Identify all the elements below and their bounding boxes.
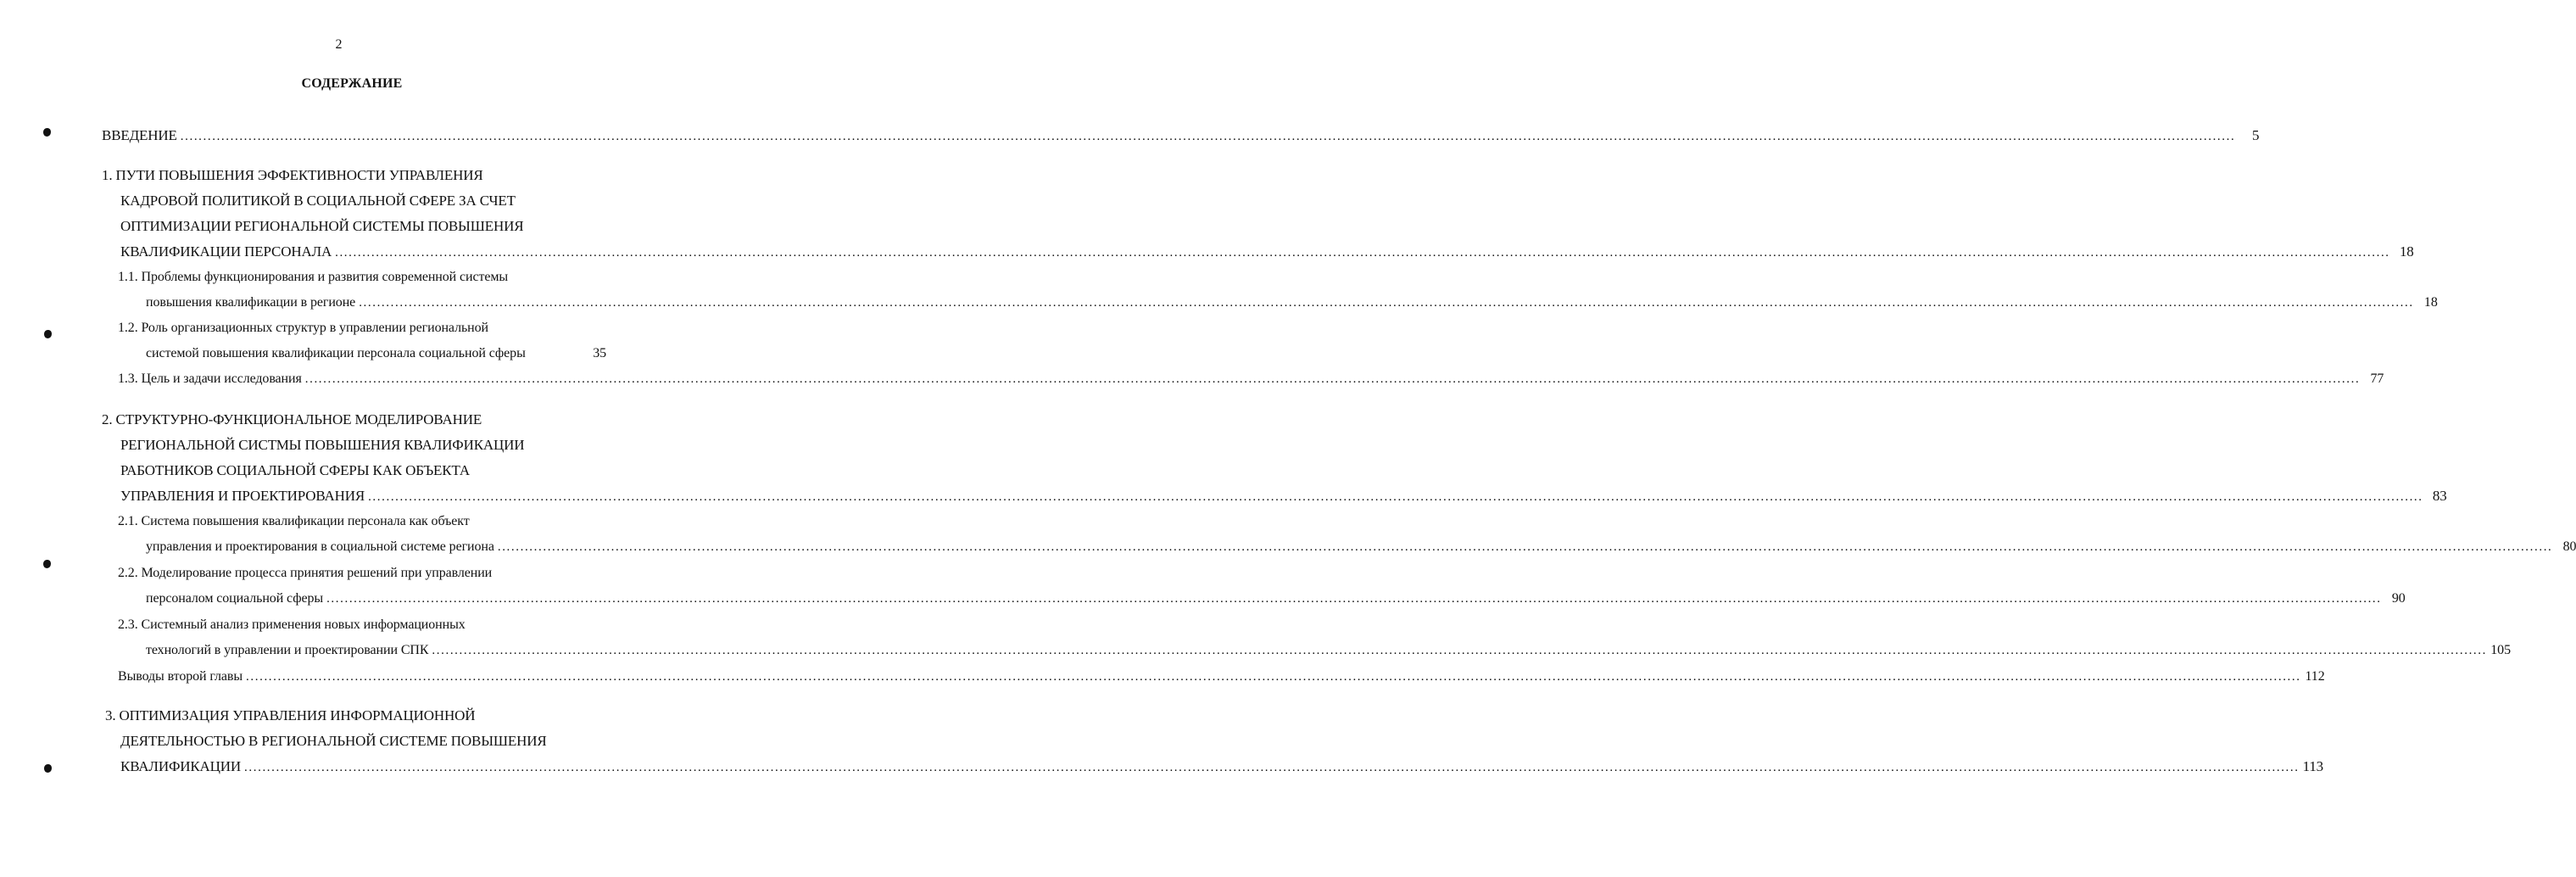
section-heading-line: РЕГИОНАЛЬНОЙ СИСТМЫ ПОВЫШЕНИЯ КВАЛИФИКАЦИИ xyxy=(120,437,525,453)
toc-entry-section-1[interactable] xyxy=(120,243,2414,260)
binding-hole-mark xyxy=(43,128,51,137)
dot-leader: ..................................................................................................................................................................................................................................................................................................................................................................................................................................................................... xyxy=(497,540,2553,554)
section-heading-line: РАБОТНИКОВ СОЦИАЛЬНОЙ СФЕРЫ КАК ОБЪЕКТА xyxy=(120,462,470,478)
page-title: СОДЕРЖАНИЕ xyxy=(301,76,403,91)
toc-entry-section-2[interactable] xyxy=(120,488,2447,505)
toc-entry-page: 35 xyxy=(593,346,606,360)
dot-leader: ..................................................................................................................................................................................................................................................................................................................................................................................................................................................................... xyxy=(368,490,2423,504)
toc-entry-page: 5 xyxy=(2251,127,2260,143)
toc-entry-section-3[interactable] xyxy=(120,758,2324,775)
toc-entry-text: технологий в управлении и проектировании СПК xyxy=(146,643,429,657)
dot-leader: ..................................................................................................................................................................................................................................................................................................................................................................................................................................................................... xyxy=(246,670,2301,684)
subsection-line: 1.2. Роль организационных структур в управлении региональной xyxy=(118,321,488,335)
binding-hole-mark xyxy=(44,330,52,338)
toc-entry-text: системой повышения квалификации персонала социальной сферы xyxy=(146,346,526,360)
toc-entry-text: Выводы второй главы xyxy=(118,669,243,684)
toc-entry-text: УПРАВЛЕНИЯ И ПРОЕКТИРОВАНИЯ xyxy=(120,488,365,504)
subsection-line: 2.2. Моделирование процесса принятия решений при управлении xyxy=(118,566,493,580)
toc-entry-text: 1.3. Цель и задачи исследования xyxy=(118,371,302,386)
dot-leader: ..................................................................................................................................................................................................................................................................................................................................................................................................................................................................... xyxy=(335,246,2390,260)
section-heading-line: КАДРОВОЙ ПОЛИТИКОЙ В СОЦИАЛЬНОЙ СФЕРЕ ЗА СЧЕТ xyxy=(120,193,516,209)
section-heading-line: ОПТИМИЗАЦИИ РЕГИОНАЛЬНОЙ СИСТЕМЫ ПОВЫШЕНИЯ xyxy=(120,218,524,234)
section-heading-line: 1. ПУТИ ПОВЫШЕНИЯ ЭФФЕКТИВНОСТИ УПРАВЛЕНИЯ xyxy=(102,167,483,183)
dot-leader: ..................................................................................................................................................................................................................................................................................................................................................................................................................................................................... xyxy=(326,592,2382,606)
toc-entry-page: 18 xyxy=(2423,295,2438,310)
dot-leader: ..................................................................................................................................................................................................................................................................................................................................................................................................................................................................... xyxy=(432,644,2487,657)
toc-entry-subsection-2-3[interactable] xyxy=(146,643,2511,658)
section-heading-line: 2. СТРУКТУРНО-ФУНКЦИОНАЛЬНОЕ МОДЕЛИРОВАНИЕ xyxy=(102,411,482,427)
subsection-line: 2.1. Система повышения квалификации персонала как объект xyxy=(118,514,470,528)
subsection-line: 1.1. Проблемы функционирования и развития современной системы xyxy=(118,270,509,284)
toc-entry-page: 112 xyxy=(2305,669,2325,684)
dot-leader: ..................................................................................................................................................................................................................................................................................................................................................................................................................................................................... xyxy=(359,296,2414,310)
toc-entry-page: 90 xyxy=(2391,591,2406,606)
toc-entry-text: персоналом социальной сферы xyxy=(146,591,324,606)
toc-entry-text: КВАЛИФИКАЦИИ ПЕРСОНАЛА xyxy=(120,243,332,260)
dot-leader: ..................................................................................................................................................................................................................................................................................................................................................................................................................................................................... xyxy=(180,130,2236,143)
section-heading-line: ДЕЯТЕЛЬНОСТЬЮ В РЕГИОНАЛЬНОЙ СИСТЕМЕ ПОВЫШЕНИЯ xyxy=(120,733,547,749)
dot-leader: ..................................................................................................................................................................................................................................................................................................................................................................................................................................................................... xyxy=(304,372,2361,386)
toc-entry-text: КВАЛИФИКАЦИИ xyxy=(120,758,242,774)
toc-entry-conclusions-2[interactable] xyxy=(118,669,2325,684)
section-heading-line: 3. ОПТИМИЗАЦИЯ УПРАВЛЕНИЯ ИНФОРМАЦИОННОЙ xyxy=(105,707,476,723)
toc-entry-page: 113 xyxy=(2302,758,2324,774)
toc-entry-page: 18 xyxy=(2399,243,2414,260)
toc-entry-page: 105 xyxy=(2490,643,2511,657)
toc-entry-page: 83 xyxy=(2432,488,2447,504)
toc-entry-subsection-1-3[interactable] xyxy=(118,371,2384,387)
toc-entry-intro[interactable] xyxy=(102,127,2260,144)
toc-entry-subsection-2-1[interactable] xyxy=(146,539,2576,555)
toc-entry-subsection-2-2[interactable] xyxy=(146,591,2406,606)
toc-entry-subsection-1-1[interactable] xyxy=(146,295,2438,310)
toc-entry-page: 80 xyxy=(2562,539,2576,554)
binding-hole-mark xyxy=(43,560,51,568)
toc-entry-page: 77 xyxy=(2370,371,2384,386)
toc-entry-text: управления и проектирования в социальной системе региона xyxy=(146,539,494,554)
toc-entry-subsection-1-2[interactable] xyxy=(146,346,606,361)
dot-leader: ..................................................................................................................................................................................................................................................................................................................................................................................................................................................................... xyxy=(244,761,2300,774)
page-number: 2 xyxy=(335,37,343,52)
toc-entry-text: ВВЕДЕНИЕ xyxy=(102,127,177,143)
subsection-line: 2.3. Системный анализ применения новых информационных xyxy=(118,617,466,632)
toc-entry-text: повышения квалификации в регионе xyxy=(146,295,356,310)
binding-hole-mark xyxy=(44,764,52,773)
